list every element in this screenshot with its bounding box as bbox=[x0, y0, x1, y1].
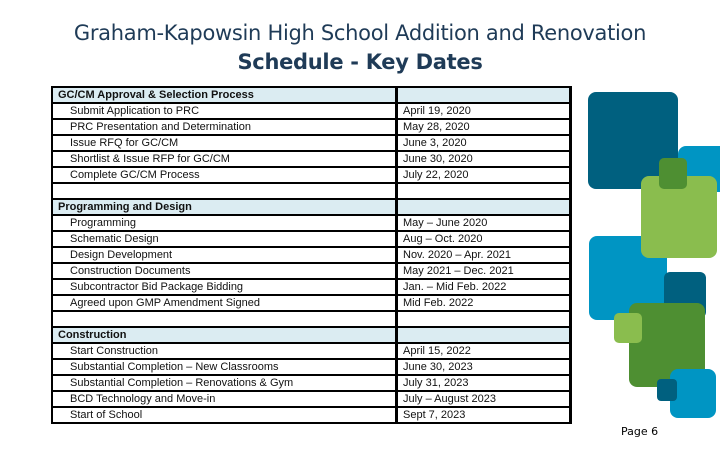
task-cell: Submit Application to PRC bbox=[52, 103, 397, 119]
date-cell: May 2021 – Dec. 2021 bbox=[397, 263, 571, 279]
table-row bbox=[52, 247, 571, 263]
task-cell: Start Construction bbox=[52, 343, 397, 359]
table-row bbox=[52, 135, 571, 151]
table-row bbox=[52, 407, 571, 423]
section-header-programming-design bbox=[52, 199, 571, 215]
date-cell: Jan. – Mid Feb. 2022 bbox=[397, 279, 571, 295]
square-light-green-small bbox=[614, 313, 642, 343]
section-heading: Construction bbox=[52, 327, 397, 343]
date-cell: May – June 2020 bbox=[397, 215, 571, 231]
task-cell: Design Development bbox=[52, 247, 397, 263]
date-cell: Aug – Oct. 2020 bbox=[397, 231, 571, 247]
table-row bbox=[52, 119, 571, 135]
table-row bbox=[52, 151, 571, 167]
schedule-table bbox=[51, 86, 572, 424]
section-heading: GC/CM Approval & Selection Process bbox=[52, 87, 397, 103]
task-cell: Substantial Completion – Renovations & Gym bbox=[52, 375, 397, 391]
table-row bbox=[52, 231, 571, 247]
date-cell: Sept 7, 2023 bbox=[397, 407, 571, 423]
task-cell: Construction Documents bbox=[52, 263, 397, 279]
date-cell: June 3, 2020 bbox=[397, 135, 571, 151]
table-row bbox=[52, 103, 571, 119]
date-cell: June 30, 2020 bbox=[397, 151, 571, 167]
date-cell: July – August 2023 bbox=[397, 391, 571, 407]
table-row bbox=[52, 295, 571, 311]
section-header-construction bbox=[52, 327, 571, 343]
task-cell: Shortlist & Issue RFP for GC/CM bbox=[52, 151, 397, 167]
date-cell: July 31, 2023 bbox=[397, 375, 571, 391]
section-heading: Programming and Design bbox=[52, 199, 397, 215]
task-cell: Issue RFQ for GC/CM bbox=[52, 135, 397, 151]
table-row bbox=[52, 215, 571, 231]
date-cell: April 19, 2020 bbox=[397, 103, 571, 119]
document-title: Graham-Kapowsin High School Addition and Renovation bbox=[73, 21, 647, 45]
date-cell: July 22, 2020 bbox=[397, 167, 571, 183]
task-cell: Start of School bbox=[52, 407, 397, 423]
date-cell: May 28, 2020 bbox=[397, 119, 571, 135]
table-row bbox=[52, 263, 571, 279]
table-row bbox=[52, 375, 571, 391]
date-cell: Mid Feb. 2022 bbox=[397, 295, 571, 311]
section-header-gccm bbox=[52, 87, 571, 103]
table-row bbox=[52, 391, 571, 407]
task-cell: Complete GC/CM Process bbox=[52, 167, 397, 183]
date-cell: April 15, 2022 bbox=[397, 343, 571, 359]
table-row bbox=[52, 167, 571, 183]
page-number: Page 6 bbox=[621, 425, 659, 438]
document-subtitle: Schedule - Key Dates bbox=[237, 50, 483, 74]
square-dark-teal-bottom bbox=[657, 379, 677, 401]
task-cell: Programming bbox=[52, 215, 397, 231]
task-cell: BCD Technology and Move-in bbox=[52, 391, 397, 407]
date-cell: Nov. 2020 – Apr. 2021 bbox=[397, 247, 571, 263]
date-cell: June 30, 2023 bbox=[397, 359, 571, 375]
task-cell: Subcontractor Bid Package Bidding bbox=[52, 279, 397, 295]
table-row bbox=[52, 343, 571, 359]
square-dark-green-small bbox=[659, 158, 687, 189]
table-row bbox=[52, 359, 571, 375]
task-cell: PRC Presentation and Determination bbox=[52, 119, 397, 135]
spacer-row bbox=[52, 183, 571, 199]
task-cell: Agreed upon GMP Amendment Signed bbox=[52, 295, 397, 311]
task-cell: Substantial Completion – New Classrooms bbox=[52, 359, 397, 375]
task-cell: Schematic Design bbox=[52, 231, 397, 247]
table-row bbox=[52, 279, 571, 295]
spacer-row bbox=[52, 311, 571, 327]
